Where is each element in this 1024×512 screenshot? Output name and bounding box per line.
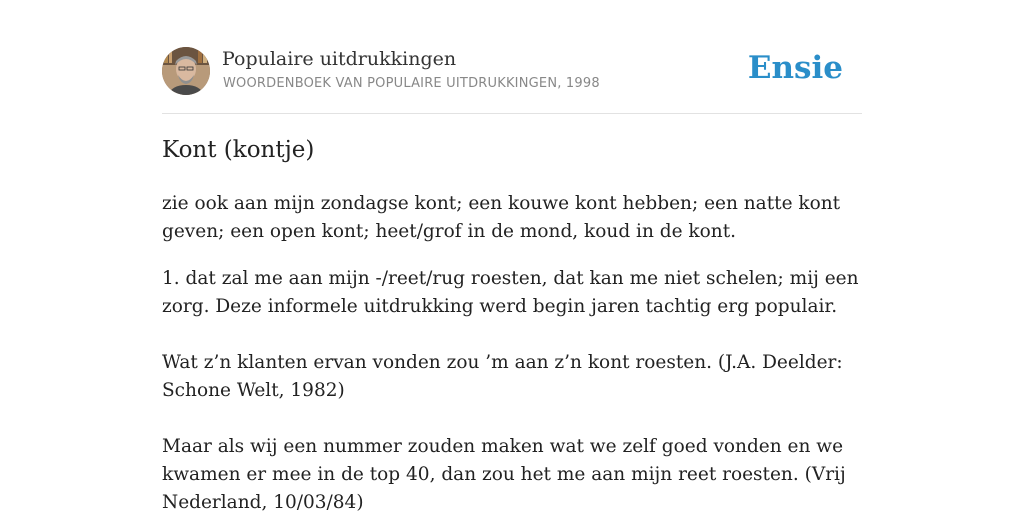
source-header — [162, 46, 862, 96]
quote-text: Maar als wij een nummer zouden maken wat we zelf goed vonden en we kwamen er mee in de top 40, dan zou het me aan mijn reet roesten. (Vrij Nederland, 10/03/84) — [162, 436, 846, 512]
definition-text: 1. dat zal me aan mijn -/reet/rug roesten, dat kan me niet schelen; mij een zorg. Deze informele uitdrukking werd begin jaren tachtig erg populair. — [162, 268, 859, 317]
paragraph-spacer — [162, 321, 862, 349]
source-title[interactable]: Populaire uitdrukkingen — [222, 48, 457, 70]
author-avatar-icon[interactable] — [162, 47, 210, 95]
header-divider — [162, 113, 862, 114]
quote-text: Wat z’n klanten ervan vonden zou ’m aan z’n kont roesten. (J.A. Deelder: Schone Welt, 1982) — [162, 352, 843, 401]
source-subtitle: WOORDENBOEK VAN POPULAIRE UITDRUKKINGEN, 1998 — [223, 76, 600, 91]
see-also-text: zie ook aan mijn zondagse kont; een kouwe kont hebben; een natte kont geven; een open kont; heet/grof in de mond, koud in de kont. — [162, 193, 841, 242]
entry-title: Kont (kontje) — [162, 137, 315, 163]
paragraph-spacer — [162, 405, 862, 433]
entry-body — [162, 190, 862, 512]
ensie-logo[interactable]: Ensie — [747, 50, 843, 86]
